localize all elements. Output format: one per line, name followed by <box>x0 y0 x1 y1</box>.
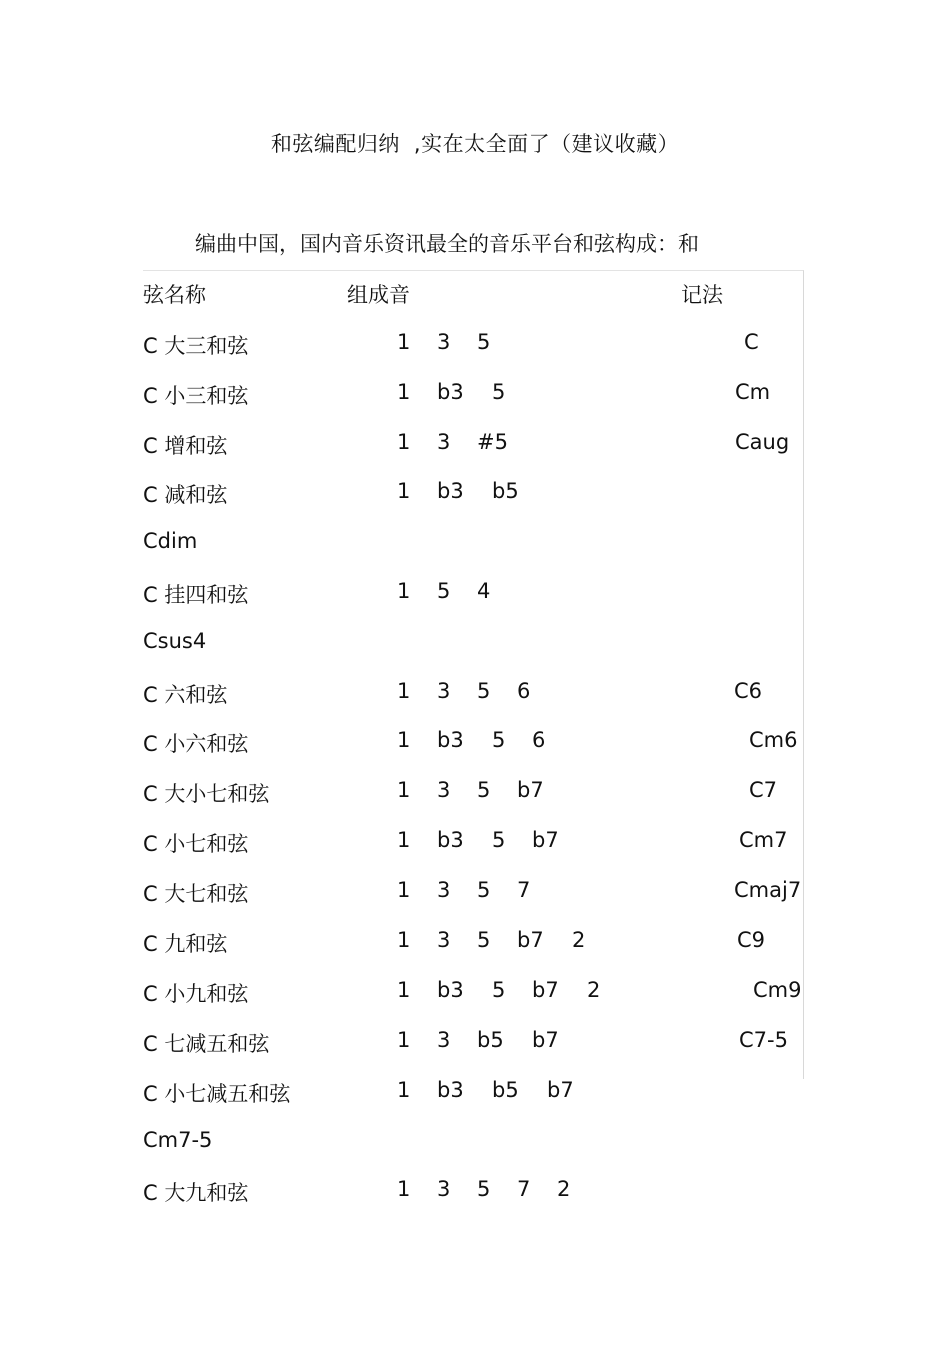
chord-name: C 九和弦 <box>143 932 228 956</box>
chord-note: b5 <box>477 1028 504 1052</box>
chord-notes <box>397 1177 697 1207</box>
chord-name: C 小七和弦 <box>143 832 249 856</box>
chord-note: 5 <box>492 828 506 852</box>
document-title <box>0 128 950 158</box>
chord-note: 1 <box>397 978 411 1002</box>
chord-note: 6 <box>517 679 531 703</box>
chord-note: 3 <box>437 330 451 354</box>
chord-notes <box>397 828 697 858</box>
title-part-1: 和弦编配归纳 <box>270 132 400 156</box>
chord-notes <box>397 380 697 410</box>
chord-name: C 增和弦 <box>143 434 228 458</box>
chord-note: b3 <box>437 828 464 852</box>
chord-note: 1 <box>397 579 411 603</box>
chord-note: 5 <box>477 878 491 902</box>
chord-note: 1 <box>397 479 411 503</box>
chord-note: 5 <box>477 330 491 354</box>
chord-symbol: Cmaj7 <box>734 878 802 902</box>
chord-note: b7 <box>532 828 559 852</box>
chord-note: 1 <box>397 679 411 703</box>
chord-symbol: Caug <box>735 430 790 454</box>
chord-note: 1 <box>397 380 411 404</box>
chord-name: Cdim <box>143 529 198 553</box>
chord-name: C 七减五和弦 <box>143 1032 270 1056</box>
chord-name: C 大七和弦 <box>143 882 249 906</box>
chord-note: 2 <box>557 1177 571 1201</box>
chord-symbol: C6 <box>734 679 763 703</box>
chord-note: 3 <box>437 878 451 902</box>
chord-note: b3 <box>437 479 464 503</box>
chord-symbol: Cm6 <box>749 728 798 752</box>
chord-name: C 小三和弦 <box>143 384 249 408</box>
chord-note: 7 <box>517 878 531 902</box>
chord-note: 7 <box>517 1177 531 1201</box>
chord-notes <box>397 479 697 509</box>
chord-name: C 小六和弦 <box>143 732 249 756</box>
chord-note: 3 <box>437 1177 451 1201</box>
header-name: 弦名称 <box>143 283 206 307</box>
chord-notes <box>397 679 697 709</box>
chord-notes <box>397 330 697 360</box>
chord-note: 5 <box>477 928 491 952</box>
chord-symbol: Cm9 <box>753 978 802 1002</box>
chord-note: 2 <box>587 978 601 1002</box>
chord-notes <box>397 430 697 460</box>
chord-note: 3 <box>437 1028 451 1052</box>
chord-note: b7 <box>517 928 544 952</box>
chord-note: 5 <box>477 1177 491 1201</box>
chord-note: 2 <box>572 928 586 952</box>
chord-note: b7 <box>532 1028 559 1052</box>
chord-name: C 六和弦 <box>143 683 228 707</box>
chord-name: C 大九和弦 <box>143 1181 249 1205</box>
chord-name: Csus4 <box>143 629 207 653</box>
chord-symbol: C9 <box>737 928 766 952</box>
chord-notes <box>397 978 697 1008</box>
chord-name: C 大小七和弦 <box>143 782 270 806</box>
chord-symbol: C <box>744 330 759 354</box>
chord-name: C 大三和弦 <box>143 334 249 358</box>
chord-note: 3 <box>437 679 451 703</box>
chord-symbol: C7 <box>749 778 778 802</box>
chord-name: Cm7-5 <box>143 1128 213 1152</box>
header-notes: 组成音 <box>347 283 410 307</box>
chord-note: 4 <box>477 579 491 603</box>
chord-name: C 挂四和弦 <box>143 583 249 607</box>
chord-note: 5 <box>477 778 491 802</box>
chord-note: 1 <box>397 430 411 454</box>
chord-note: 1 <box>397 878 411 902</box>
chord-note: b5 <box>492 479 519 503</box>
header-symbol: 记法 <box>681 283 723 307</box>
chord-note: b7 <box>517 778 544 802</box>
chord-note: 1 <box>397 828 411 852</box>
chord-note: 5 <box>492 978 506 1002</box>
chord-notes <box>397 778 697 808</box>
chord-note: b3 <box>437 380 464 404</box>
chord-note: 3 <box>437 778 451 802</box>
chord-note: 1 <box>397 1177 411 1201</box>
chord-notes <box>397 1028 697 1058</box>
chord-note: b5 <box>492 1078 519 1102</box>
chord-notes <box>397 878 697 908</box>
chord-name: C 减和弦 <box>143 483 228 507</box>
chord-note: 1 <box>397 1078 411 1102</box>
chord-note: 5 <box>437 579 451 603</box>
chord-symbol: Cm <box>735 380 771 404</box>
chord-symbol: C7-5 <box>739 1028 788 1052</box>
chord-note: b7 <box>532 978 559 1002</box>
chord-note: 1 <box>397 728 411 752</box>
chord-note: 1 <box>397 1028 411 1052</box>
chord-notes <box>397 1078 697 1108</box>
chord-note: b7 <box>547 1078 574 1102</box>
chord-notes <box>397 728 697 758</box>
chord-symbol: Cm7 <box>739 828 788 852</box>
chord-note: 1 <box>397 778 411 802</box>
chord-note: b3 <box>437 978 464 1002</box>
chord-name: C 小九和弦 <box>143 982 249 1006</box>
chord-note: b3 <box>437 1078 464 1102</box>
chord-note: b3 <box>437 728 464 752</box>
chord-notes <box>397 928 697 958</box>
chord-notes <box>397 579 697 609</box>
chord-note: #5 <box>477 430 508 454</box>
title-part-2: ,实在太全面了（建议收藏） <box>413 132 680 156</box>
chord-note: 5 <box>492 728 506 752</box>
intro-line: 编曲中国，国内音乐资讯最全的音乐平台和弦构成：和 <box>195 232 699 256</box>
chord-note: 3 <box>437 928 451 952</box>
chord-note: 6 <box>532 728 546 752</box>
chord-name: C 小七减五和弦 <box>143 1082 291 1106</box>
chord-note: 1 <box>397 928 411 952</box>
chord-note: 5 <box>477 679 491 703</box>
chord-note: 3 <box>437 430 451 454</box>
chord-note: 1 <box>397 330 411 354</box>
chord-note: 5 <box>492 380 506 404</box>
